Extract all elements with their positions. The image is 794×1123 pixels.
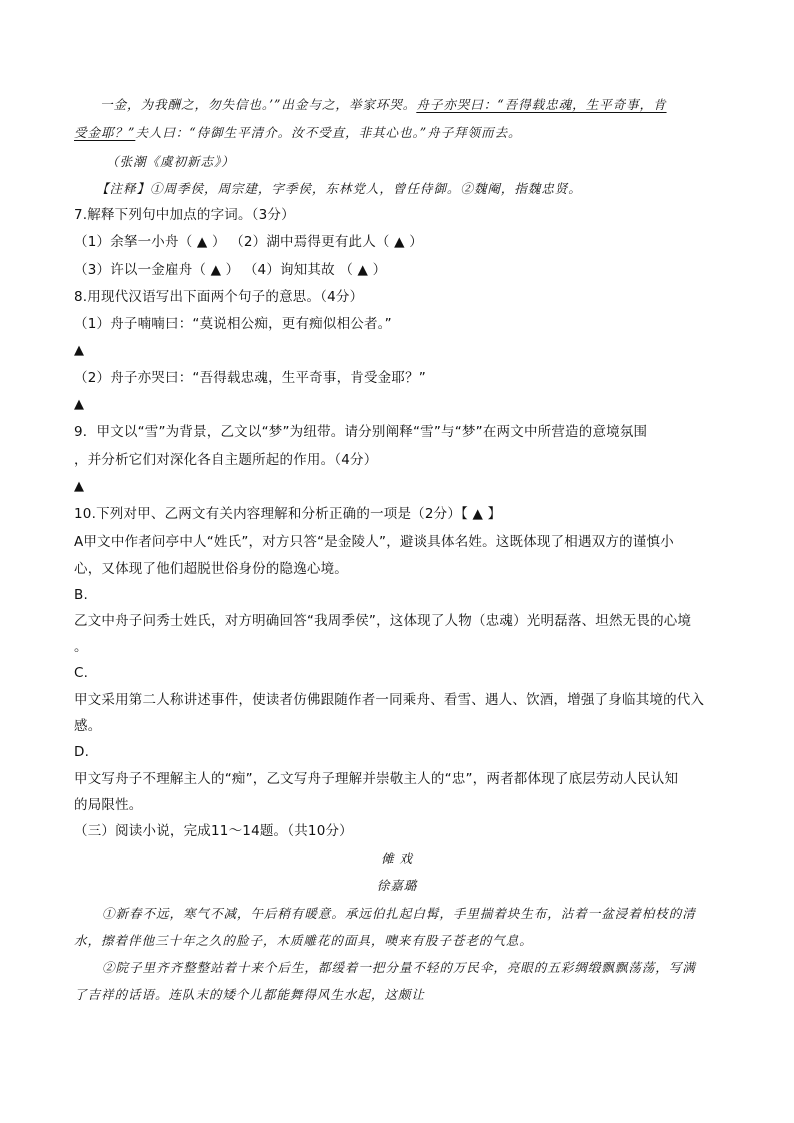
classical-line-1-underlined: 舟子亦哭曰：“吾得载忠魂，生平奇事，肯 <box>416 97 667 112</box>
story-title: 傩 戏 <box>381 851 413 866</box>
classical-line-1 <box>100 96 667 114</box>
q10-option-c-line-1: 甲文采用第二人称讲述事件，使读者仿佛跟随作者一同乘舟、看雪、遇人、饮酒，增强了身临其境的代入 <box>74 692 705 708</box>
q10-option-b-line-2: 。 <box>74 639 88 655</box>
q8-title: 8.用现代汉语写出下面两个句子的意思。（4分） <box>74 289 364 305</box>
q9-line-2: ，并分析它们对深化各自主题所起的作用。（4分） <box>74 452 378 468</box>
classical-line-1-plain: 一金，为我酬之，勿失信也。’”出金与之，举家环哭。 <box>100 97 417 112</box>
q10-option-b-label: B. <box>74 587 88 603</box>
q10-option-d-line-2: 的局限性。 <box>74 797 143 813</box>
q7-row-2: （3）许以一金雇舟（ ▲ ） （4）询知其故 （ ▲ ） <box>74 262 387 278</box>
q9-answer-marker: ▲ <box>74 479 85 494</box>
story-paragraph-2-line-1: ②院子里齐齐整整站着十来个后生，都缓着一把分量不轻的万民伞，亮眼的五彩绸缎飘飘荡荡，写满 <box>102 960 696 975</box>
classical-line-2-underlined: 受金耶？” <box>74 125 136 140</box>
story-paragraph-1-line-2: 水，擦着伴他三十年之久的脸子，木质雕花的面具，噢来有股子苍老的气息。 <box>74 933 533 948</box>
q8-answer-1-marker: ▲ <box>74 343 85 358</box>
classical-source: （张潮《虞初新志》） <box>106 154 235 169</box>
q8-sentence-1: （1）舟子喃喃曰：“莫说相公痴，更有痴似相公者。” <box>74 316 392 332</box>
q10-title: 10.下列对甲、乙两文有关内容理解和分析正确的一项是（2分）【 ▲ 】 <box>74 506 502 522</box>
q8-answer-2-marker: ▲ <box>74 397 85 412</box>
q8-sentence-2: （2）舟子亦哭曰：“吾得载忠魂，生平奇事，肯受金耶？” <box>74 370 426 386</box>
q9-line-1: 9．甲文以“雪”为背景，乙文以“梦”为纽带。请分别阐释“雪”与“梦”在两文中所营造的意境氛围 <box>74 424 648 440</box>
q7-row-1: （1）余拏一小舟（ ▲ ） （2）湖中焉得更有此人（ ▲ ） <box>74 234 423 250</box>
section-3-heading: （三）阅读小说，完成11～14题。（共10分） <box>74 823 353 839</box>
classical-line-2 <box>74 124 522 142</box>
q10-option-d-label: D. <box>74 744 90 760</box>
q10-option-d-line-1: 甲文写舟子不理解主人的“痴”，乙文写舟子理解并崇敬主人的“忠”，两者都体现了底层劳动人民认知 <box>74 771 679 787</box>
classical-line-2-plain: 夫人曰：“侍御生平清介。汝不受直，非其心也。”舟子拜领而去。 <box>135 125 522 140</box>
story-author: 徐嘉璐 <box>376 878 418 893</box>
q10-option-b-line-1: 乙文中舟子问秀士姓氏，对方明确回答“我周季侯”，这体现了人物（忠魂）光明磊落、坦然无畏的心境 <box>74 613 692 629</box>
annotation-note: 【注释】①周季侯，周宗建，字季侯，东林党人，曾任侍御。②魏阉，指魏忠贤。 <box>96 181 582 196</box>
story-paragraph-1-line-1: ①新春不远，寒气不减，午后稍有暖意。承远伯扎起白髯，手里揣着块生布，沾着一盆浸着柏枝的清 <box>102 906 696 921</box>
q10-option-c-line-2: 感。 <box>74 718 102 734</box>
story-paragraph-2-line-2: 了吉祥的话语。连队末的矮个儿都能舞得风生水起，这颇让 <box>74 987 425 1002</box>
q7-title: 7.解释下列句中加点的字词。（3分） <box>74 207 295 223</box>
q10-option-a-line-2: 心，又体现了他们超脱世俗身份的隐逸心境。 <box>74 561 348 577</box>
q10-option-c-label: C. <box>74 665 89 681</box>
q10-option-a-line-1: A甲文中作者问亭中人“姓氏”，对方只答“是金陵人”，避谈具体名姓。这既体现了相遇双方的谨慎小 <box>74 534 674 550</box>
